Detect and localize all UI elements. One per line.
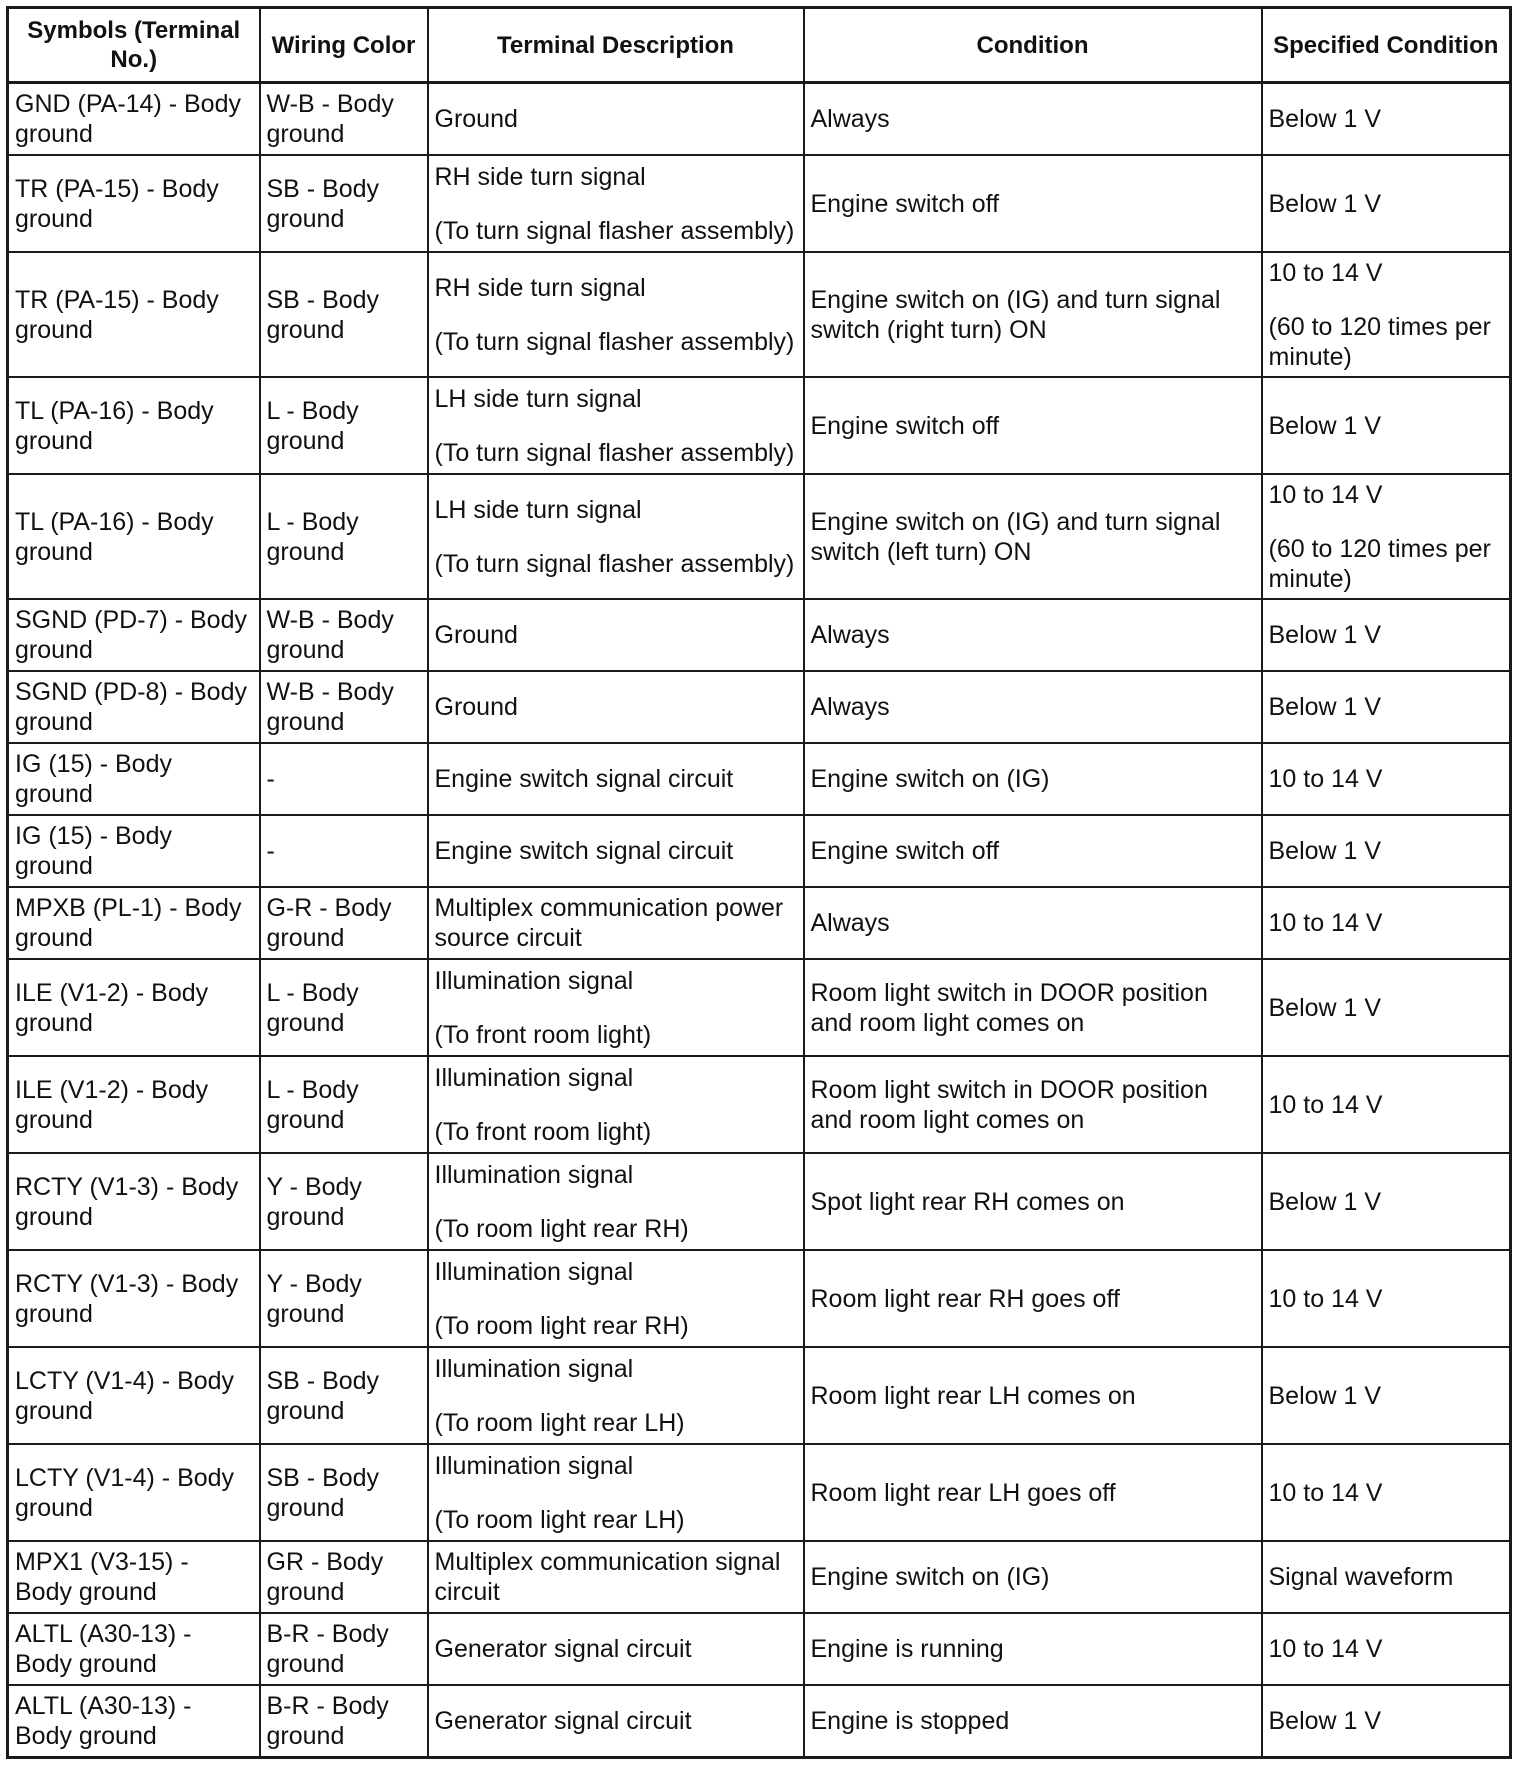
- cell-specified-condition: [1262, 1250, 1511, 1347]
- table-row: [8, 377, 1511, 474]
- terminal-table: [6, 6, 1512, 1759]
- cell-wiring-color: L - Body ground: [260, 1056, 428, 1153]
- cell-symbol: ALTL (A30-13) - Body ground: [8, 1613, 260, 1685]
- cell-condition: Always: [804, 599, 1262, 671]
- header-terminal-description: Terminal Description: [428, 8, 804, 83]
- cell-specified-condition: [1262, 83, 1511, 156]
- description-line: Generator signal circuit: [434, 1635, 692, 1663]
- cell-specified-condition: [1262, 599, 1511, 671]
- cell-description: [428, 1250, 804, 1347]
- specified-line: 10 to 14 V: [1268, 1284, 1383, 1313]
- cell-symbol: TL (PA-16) - Body ground: [8, 474, 260, 599]
- table-row: [8, 815, 1511, 887]
- cell-wiring-color: L - Body ground: [260, 959, 428, 1056]
- description-line: Multiplex communication signal circuit: [434, 1548, 781, 1606]
- cell-symbol: ILE (V1-2) - Body ground: [8, 1056, 260, 1153]
- description-line: (To turn signal flasher assembly): [434, 216, 795, 245]
- cell-description: [428, 887, 804, 959]
- cell-condition: Spot light rear RH comes on: [804, 1153, 1262, 1250]
- table-row: [8, 252, 1511, 377]
- specified-line: Below 1 V: [1268, 1381, 1382, 1410]
- table-row: [8, 671, 1511, 743]
- cell-wiring-color: SB - Body ground: [260, 155, 428, 252]
- specified-line: Below 1 V: [1268, 1707, 1382, 1735]
- description-line: Illumination signal: [434, 1354, 634, 1383]
- cell-description: [428, 1685, 804, 1758]
- cell-condition: Room light switch in DOOR position and room light comes on: [804, 1056, 1262, 1153]
- description-line: Illumination signal: [434, 1160, 634, 1189]
- description-line: Engine switch signal circuit: [434, 837, 734, 865]
- table-row: [8, 155, 1511, 252]
- description-line: (To front room light): [434, 1117, 652, 1146]
- description-line: Illumination signal: [434, 1451, 634, 1480]
- cell-specified-condition: [1262, 474, 1511, 599]
- table-row: [8, 1153, 1511, 1250]
- table-row: [8, 83, 1511, 156]
- cell-wiring-color: G-R - Body ground: [260, 887, 428, 959]
- cell-description: [428, 83, 804, 156]
- cell-symbol: SGND (PD-8) - Body ground: [8, 671, 260, 743]
- cell-description: [428, 1613, 804, 1685]
- cell-condition: Engine switch on (IG) and turn signal switch (right turn) ON: [804, 252, 1262, 377]
- specified-line: Below 1 V: [1268, 1187, 1382, 1216]
- cell-condition: Engine switch off: [804, 377, 1262, 474]
- cell-description: [428, 1444, 804, 1541]
- table-row: [8, 743, 1511, 815]
- cell-specified-condition: [1262, 815, 1511, 887]
- cell-specified-condition: [1262, 1153, 1511, 1250]
- description-line: (To turn signal flasher assembly): [434, 438, 795, 467]
- cell-wiring-color: Y - Body ground: [260, 1250, 428, 1347]
- cell-condition: Engine switch on (IG) and turn signal switch (left turn) ON: [804, 474, 1262, 599]
- specified-line: Below 1 V: [1268, 693, 1382, 721]
- cell-condition: Always: [804, 671, 1262, 743]
- cell-condition: Engine is running: [804, 1613, 1262, 1685]
- description-line: Illumination signal: [434, 1063, 634, 1092]
- cell-symbol: TR (PA-15) - Body ground: [8, 155, 260, 252]
- cell-description: [428, 743, 804, 815]
- cell-condition: Engine switch on (IG): [804, 1541, 1262, 1613]
- cell-specified-condition: [1262, 1541, 1511, 1613]
- cell-description: [428, 959, 804, 1056]
- description-line: (To room light rear LH): [434, 1408, 685, 1437]
- cell-description: [428, 599, 804, 671]
- cell-wiring-color: -: [260, 815, 428, 887]
- cell-description: [428, 815, 804, 887]
- cell-symbol: SGND (PD-7) - Body ground: [8, 599, 260, 671]
- specified-line: 10 to 14 V: [1268, 765, 1383, 793]
- description-line: (To turn signal flasher assembly): [434, 327, 795, 356]
- cell-description: [428, 474, 804, 599]
- cell-condition: Room light rear RH goes off: [804, 1250, 1262, 1347]
- specified-line: 10 to 14 V: [1268, 1090, 1383, 1119]
- specified-line: Below 1 V: [1268, 189, 1382, 218]
- description-line: (To room light rear RH): [434, 1311, 689, 1340]
- cell-wiring-color: L - Body ground: [260, 377, 428, 474]
- specified-line: 10 to 14 V: [1268, 480, 1383, 509]
- table-row: [8, 1613, 1511, 1685]
- description-line: Ground: [434, 105, 518, 133]
- cell-wiring-color: Y - Body ground: [260, 1153, 428, 1250]
- cell-wiring-color: B-R - Body ground: [260, 1613, 428, 1685]
- cell-condition: Engine switch off: [804, 155, 1262, 252]
- cell-specified-condition: [1262, 743, 1511, 815]
- cell-symbol: MPXB (PL-1) - Body ground: [8, 887, 260, 959]
- specified-line: Below 1 V: [1268, 837, 1382, 865]
- cell-condition: Engine switch on (IG): [804, 743, 1262, 815]
- cell-description: [428, 252, 804, 377]
- description-line: RH side turn signal: [434, 162, 646, 191]
- cell-symbol: LCTY (V1-4) - Body ground: [8, 1444, 260, 1541]
- cell-wiring-color: W-B - Body ground: [260, 671, 428, 743]
- header-symbols: Symbols (Terminal No.): [8, 8, 260, 83]
- header-condition: Condition: [804, 8, 1262, 83]
- description-line: LH side turn signal: [434, 384, 642, 413]
- table-row: [8, 1250, 1511, 1347]
- cell-specified-condition: [1262, 671, 1511, 743]
- specified-line: Below 1 V: [1268, 105, 1382, 133]
- description-line: (To room light rear RH): [434, 1214, 689, 1243]
- description-line: (To room light rear LH): [434, 1505, 685, 1534]
- cell-specified-condition: [1262, 252, 1511, 377]
- cell-condition: Engine is stopped: [804, 1685, 1262, 1758]
- cell-specified-condition: [1262, 1685, 1511, 1758]
- cell-description: [428, 1541, 804, 1613]
- cell-wiring-color: L - Body ground: [260, 474, 428, 599]
- cell-condition: Engine switch off: [804, 815, 1262, 887]
- cell-wiring-color: SB - Body ground: [260, 1347, 428, 1444]
- cell-description: [428, 377, 804, 474]
- description-line: Multiplex communication power source circuit: [434, 894, 784, 952]
- cell-specified-condition: [1262, 887, 1511, 959]
- cell-symbol: LCTY (V1-4) - Body ground: [8, 1347, 260, 1444]
- cell-symbol: MPX1 (V3-15) - Body ground: [8, 1541, 260, 1613]
- cell-wiring-color: W-B - Body ground: [260, 599, 428, 671]
- cell-specified-condition: [1262, 959, 1511, 1056]
- table-row: [8, 887, 1511, 959]
- header-specified-condition: Specified Condition: [1262, 8, 1511, 83]
- description-line: Ground: [434, 693, 518, 721]
- cell-wiring-color: SB - Body ground: [260, 252, 428, 377]
- cell-wiring-color: W-B - Body ground: [260, 83, 428, 156]
- table-row: [8, 599, 1511, 671]
- description-line: Engine switch signal circuit: [434, 765, 734, 793]
- cell-symbol: GND (PA-14) - Body ground: [8, 83, 260, 156]
- cell-description: [428, 155, 804, 252]
- specified-line: 10 to 14 V: [1268, 258, 1383, 287]
- description-line: (To turn signal flasher assembly): [434, 549, 795, 578]
- description-line: Illumination signal: [434, 966, 634, 995]
- cell-specified-condition: [1262, 1613, 1511, 1685]
- specified-line: Below 1 V: [1268, 993, 1382, 1022]
- cell-specified-condition: [1262, 155, 1511, 252]
- specified-line: Below 1 V: [1268, 621, 1382, 649]
- cell-specified-condition: [1262, 377, 1511, 474]
- description-line: RH side turn signal: [434, 273, 646, 302]
- cell-description: [428, 671, 804, 743]
- table-row: [8, 1541, 1511, 1613]
- description-line: LH side turn signal: [434, 495, 642, 524]
- header-wiring-color: Wiring Color: [260, 8, 428, 83]
- table-row: [8, 1685, 1511, 1758]
- cell-symbol: IG (15) - Body ground: [8, 743, 260, 815]
- description-line: Ground: [434, 621, 518, 649]
- table-row: [8, 959, 1511, 1056]
- specified-line: 10 to 14 V: [1268, 909, 1383, 937]
- cell-wiring-color: -: [260, 743, 428, 815]
- cell-wiring-color: SB - Body ground: [260, 1444, 428, 1541]
- cell-specified-condition: [1262, 1444, 1511, 1541]
- cell-condition: Room light rear LH goes off: [804, 1444, 1262, 1541]
- specified-line: 10 to 14 V: [1268, 1478, 1383, 1507]
- cell-symbol: ALTL (A30-13) - Body ground: [8, 1685, 260, 1758]
- table-row: [8, 474, 1511, 599]
- cell-condition: Room light switch in DOOR position and room light comes on: [804, 959, 1262, 1056]
- cell-symbol: RCTY (V1-3) - Body ground: [8, 1250, 260, 1347]
- cell-symbol: IG (15) - Body ground: [8, 815, 260, 887]
- cell-condition: Always: [804, 83, 1262, 156]
- specified-line: Below 1 V: [1268, 411, 1382, 440]
- table-row: [8, 1056, 1511, 1153]
- cell-wiring-color: B-R - Body ground: [260, 1685, 428, 1758]
- cell-specified-condition: [1262, 1056, 1511, 1153]
- cell-symbol: TL (PA-16) - Body ground: [8, 377, 260, 474]
- specified-line: 10 to 14 V: [1268, 1635, 1383, 1663]
- description-line: Illumination signal: [434, 1257, 634, 1286]
- specified-line: (60 to 120 times per minute): [1268, 312, 1491, 371]
- cell-symbol: TR (PA-15) - Body ground: [8, 252, 260, 377]
- description-line: Generator signal circuit: [434, 1707, 692, 1735]
- cell-symbol: RCTY (V1-3) - Body ground: [8, 1153, 260, 1250]
- cell-description: [428, 1347, 804, 1444]
- cell-specified-condition: [1262, 1347, 1511, 1444]
- header-row: [8, 8, 1511, 83]
- cell-symbol: ILE (V1-2) - Body ground: [8, 959, 260, 1056]
- cell-wiring-color: GR - Body ground: [260, 1541, 428, 1613]
- cell-description: [428, 1056, 804, 1153]
- cell-description: [428, 1153, 804, 1250]
- specified-line: (60 to 120 times per minute): [1268, 534, 1491, 593]
- table-row: [8, 1347, 1511, 1444]
- cell-condition: Always: [804, 887, 1262, 959]
- description-line: (To front room light): [434, 1020, 652, 1049]
- table-row: [8, 1444, 1511, 1541]
- specified-line: Signal waveform: [1268, 1563, 1454, 1591]
- cell-condition: Room light rear LH comes on: [804, 1347, 1262, 1444]
